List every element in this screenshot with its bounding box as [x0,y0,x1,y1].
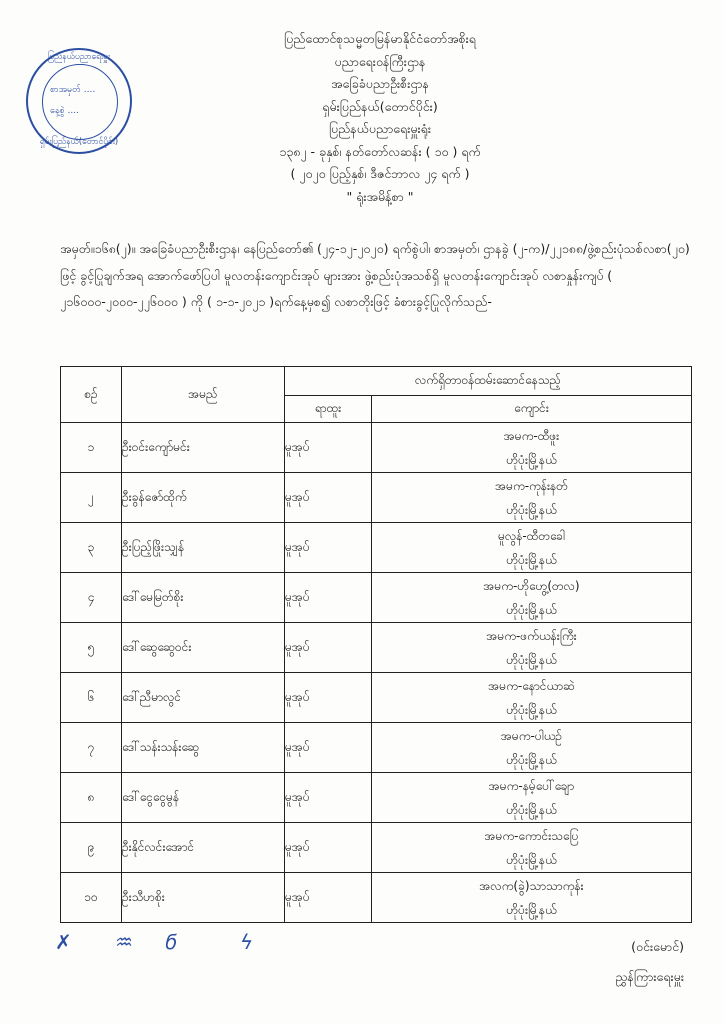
row-town: ဟိုပုံးမြို့နယ် [506,552,557,567]
signature-mark-2: ♒ [115,930,133,954]
row-school: အလက(ခွဲ)သာသာကုန်း [479,878,584,893]
ministry-title: ပညာရေးဝန်ကြီးဌာန [334,53,426,69]
row-rank: မူအုပ် [285,423,372,473]
row-town: ဟိုပုံးမြို့နယ် [506,602,557,617]
row-name: ဒေါ်ငွေငွေမွန် [122,773,285,823]
row-town: ဟိုပုံးမြို့နယ် [506,852,557,867]
signature-mark-1: ✗ [55,930,72,954]
row-school: အမက-ဖက်ယန်းကြီး [486,628,577,643]
row-rank: မူအုပ် [285,873,372,923]
stamp-top-text: ပြည်နယ်ပညာရေးမှူး [47,52,111,62]
letterhead [190,28,570,208]
staff-table [60,366,692,923]
row-name: ဦးနိုင်လင်းအောင် [122,823,285,873]
office-title: ပြည်နယ်ပညာရေးမှူးရုံး [328,121,432,136]
row-school-cell [372,823,692,873]
col-header-no: စဉ် [61,367,122,423]
signature-mark-3: ϭ [165,930,178,954]
row-no: ၁၀ [61,873,122,923]
table-row [61,823,692,873]
row-town: ဟိုပုံးမြို့နယ် [506,502,557,517]
stamp-letter-no: စာအမှတ် .... [50,85,96,95]
row-rank: မူအုပ် [285,573,372,623]
row-no: ၈ [61,773,122,823]
row-school: မူလွန်-ထီတခေါ [498,528,565,543]
row-school: အမက-နမ့်ပေါ်ချော [488,778,575,793]
row-town: ဟိုပုံးမြို့နယ် [506,652,557,667]
row-rank: မူအုပ် [285,623,372,673]
closing-block [615,932,684,992]
row-no: ၆ [61,673,122,723]
row-name: ဦးပြည့်ဖြိုးသျှန် [122,523,285,573]
signer-name: (ဝင်းမောင်) [631,939,684,954]
table-row [61,673,692,723]
stamp-inner-ring [42,64,118,140]
table-row [61,623,692,673]
table-row [61,473,692,523]
row-rank: မူအုပ် [285,523,372,573]
table-row [61,523,692,573]
row-school-cell [372,573,692,623]
col-header-current: လက်ရှိတာဝန်ထမ်းဆောင်နေသည့် [285,367,692,396]
stamp-date: နေ့စွဲ .... [50,106,79,116]
row-school-cell [372,673,692,723]
row-school-cell [372,523,692,573]
row-name: ဒေါ်ညီမာလွင် [122,673,285,723]
table-row [61,873,692,923]
row-no: ၄ [61,573,122,623]
row-school: အမက-ကုန်းနတ် [495,478,568,493]
row-name: ဒေါ်ဆွေဆွေဝင်း [122,623,285,673]
row-town: ဟိုပုံးမြို့နယ် [506,802,557,817]
official-stamp [26,48,132,154]
row-no: ၉ [61,823,122,873]
col-header-rank: ရာထူး [285,396,372,423]
government-title: ပြည်ထောင်စုသမ္မတမြန်မာနိုင်ငံတော်အစိုးရ [284,31,476,46]
row-no: ၃ [61,523,122,573]
gregorian-date: ( ၂၀၂၀ ပြည့်နှစ်၊ ဒီဇင်ဘာလ ၂၄ ရက် ) [290,166,470,181]
row-rank: မူအုပ် [285,823,372,873]
row-school-cell [372,473,692,523]
row-rank: မူအုပ် [285,473,372,523]
row-town: ဟိုပုံးမြို့နယ် [506,452,557,467]
order-paragraph: အမှတ်။၁၆၈(၂)။ အခြေခံပညာဦးစီးဌာန၊ နေပြည်တော်၏ (၂၄-၁၂-၂၀၂၀) ရက်စွဲပါ၊ စာအမှတ်၊ ဌာနခွဲ (၂-က)/၂၂၁၈၈/ဖွဲ့စည်းပုံသစ်လစာ(၂၀) ဖြင့် ခွင့်ပြုချက်အရ အောက်ဖော်ပြပါ မူလတန်းကျောင်းအုပ် များအား ဖွဲ့စည်းပုံအသစ်ရှိ မူလတန်းကျောင်းအုပ် လစာနှုန်းကျပ် ( ၂၁၆၀၀၀-၂၀၀၀-၂၂၆၀၀၀ ) ကို ( ၁-၁-၂၀၂၁ )ရက်နေ့မှစ၍ လစာတိုးဖြင့် ခံစားခွင့်ပြုလိုက်သည်- [60,241,690,309]
row-name: ဒေါ်မေမြတ်စိုး [122,573,285,623]
row-name: ဦးဝင်းကျော်မင်း [122,423,285,473]
signer-title: ညွှန်ကြားရေးမှူး [615,969,684,984]
row-name: ဦးသီဟစိုး [122,873,285,923]
row-no: ၂ [61,473,122,523]
row-no: ၅ [61,623,122,673]
row-school-cell [372,623,692,673]
row-school-cell [372,773,692,823]
row-name: ဒေါ်သန်းသန်းဆွေ [122,723,285,773]
stamp-bottom-text: ရှမ်းပြည်နယ်(တောင်ပိုင်း) [39,137,119,147]
table-row [61,723,692,773]
row-no: ၁ [61,423,122,473]
document-type: " ရုံးအမိန့်စာ " [346,188,414,204]
row-rank: မူအုပ် [285,673,372,723]
row-school: အမက-ဟိုဟွေ့(တလ) [483,578,580,593]
row-no: ၇ [61,723,122,773]
row-school-cell [372,723,692,773]
row-school-cell [372,873,692,923]
row-school: အမက-နောင်ယာဆဲ [488,678,575,693]
row-town: ဟိုပုံးမြို့နယ် [506,752,557,767]
row-rank: မူအုပ် [285,773,372,823]
row-town: ဟိုပုံးမြို့နယ် [506,702,557,717]
row-school: အမက-ထီဖူး [503,428,560,443]
row-school: အမက-ကောင်းသပြေ [484,828,579,843]
row-name: ဦးခွန်ဇော်ထိုက် [122,473,285,523]
myanmar-date: ၁၃၈၂ - ခုနှစ်၊ နတ်တော်လဆန်း ( ၁၀ ) ရက် [279,143,481,159]
col-header-school: ကျောင်း [372,396,692,423]
row-rank: မူအုပ် [285,723,372,773]
table-row [61,573,692,623]
row-school-cell [372,423,692,473]
row-town: ဟိုပုံးမြို့နယ် [506,902,557,917]
col-header-name: အမည် [122,367,285,423]
region-title: ရှမ်းပြည်နယ်(တောင်ပိုင်း) [322,98,438,114]
table-row [61,423,692,473]
row-school: အမက-ပါယဉ် [500,728,563,743]
table-row [61,773,692,823]
signature-mark-4: ϟ [240,930,254,954]
department-title: အခြေခံပညာဦးစီးဌာန [331,76,429,91]
